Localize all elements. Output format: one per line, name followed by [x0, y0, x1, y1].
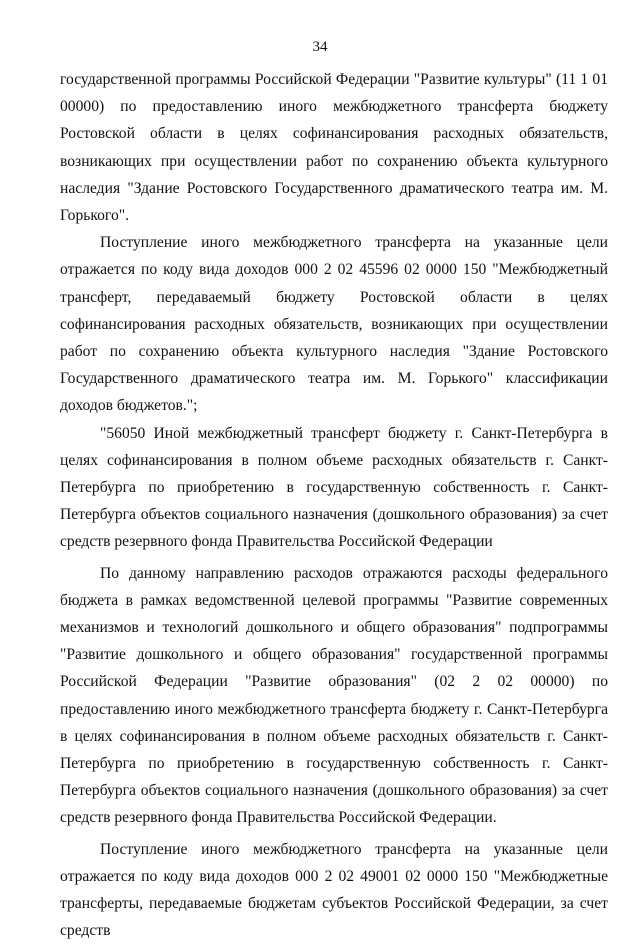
paragraph-income-code-rostov: Поступление иного межбюджетного трансферта на указанные цели отражается по коду вида доходов 000 2 02 45596 02 0000 150 "Межбюджетный трансферт, передаваемый бюджету Ростовской области в целях софинансирования расходных обязательств, возникающих при осуществлении работ по сохранению объекта культурного наследия "Здание Ростовского Государственного драматического театра им. М. Горького" классификации доходов бюджетов."; — [60, 234, 608, 415]
paragraph-item-56050: "56050 Иной межбюджетный трансферт бюджету г. Санкт-Петербурга в целях софинансирования в полном объеме расходных обязательств г. Санкт-Петербурга по приобретению в государственную собственность г. Санкт-Петербурга объектов социального назначения (дошкольного образования) за счет средств резервного фонда Правительства Российской Федерации — [60, 424, 608, 551]
paragraph-direction-description: По данному направлению расходов отражаются расходы федерального бюджета в рамках ведомственной целевой программы "Развитие современных механизмов и технологий дошкольного и общего образования" подпрограммы "Развитие дошкольного и общего образования" государственной программы Российской Федерации "Развитие образования" (02 2 02 00000) по предоставлению иного межбюджетного трансферта бюджету г. Санкт-Петербурга в целях софинансирования в полном объеме расходных обязательств г. Санкт-Петербурга по приобретению в государственную собственность г. Санкт-Петербурга объектов социального назначения (дошкольного образования) за счет средств резервного фонда Правительства Российской Федерации. — [60, 564, 608, 827]
paragraph-income-code-spb: Поступление иного межбюджетного трансферта на указанные цели отражается по коду вида доходов 000 2 02 49001 02 0000 150 "Межбюджетные трансферты, передаваемые бюджетам субъектов Российской Федерации, за счет средств — [60, 840, 608, 940]
page-number: 34 — [312, 39, 328, 55]
paragraph-continuation: государственной программы Российской Федерации "Развитие культуры" (11 1 01 00000) по предоставлению иного межбюджетного трансферта бюджету Ростовской области в целях софинансирования расходных обязательств, возникающих при осуществлении работ по сохранению объекта культурного наследия "Здание Ростовского Государственного драматического театра им. М. Горького". — [60, 71, 608, 225]
document-body — [60, 66, 608, 945]
